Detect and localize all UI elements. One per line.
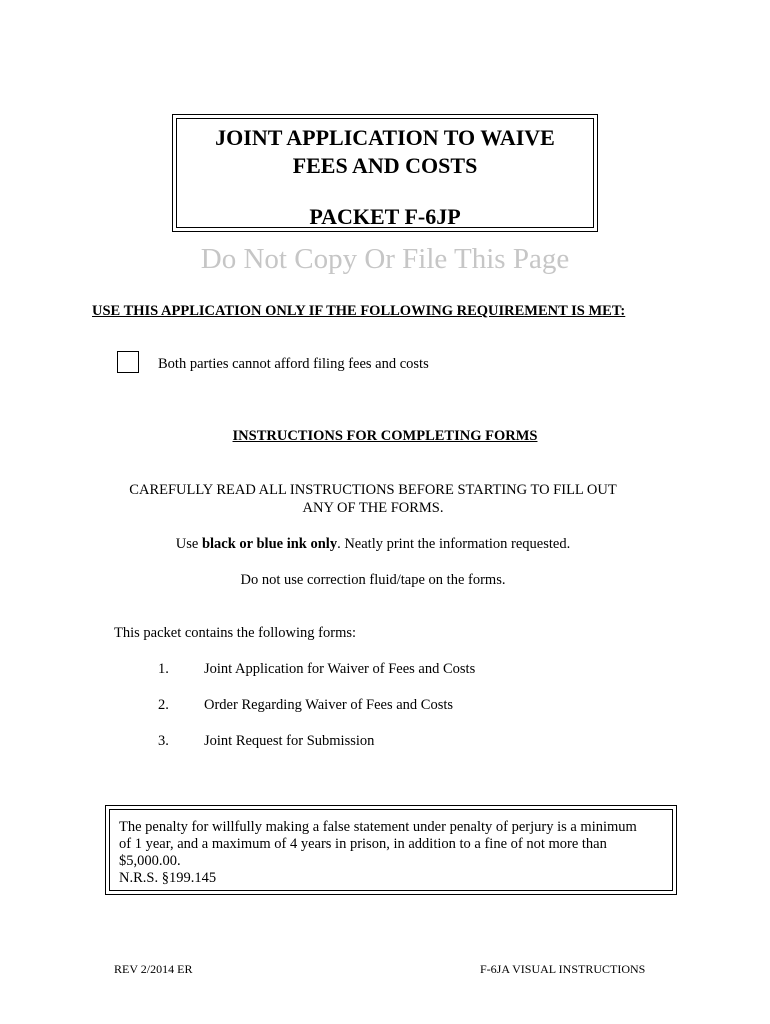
penalty-statute: N.R.S. §199.145	[119, 870, 217, 886]
packet-title: PACKET F-6JP	[309, 204, 461, 229]
correction-instruction: Do not use correction fluid/tape on the forms.	[240, 572, 506, 588]
form-item-2-number: 2.	[158, 697, 169, 713]
requirement-checkbox-label: Both parties cannot afford filing fees and costs	[158, 356, 429, 372]
form-item-3-number: 3.	[158, 733, 169, 749]
footer-form-id: F-6JA VISUAL INSTRUCTIONS	[480, 962, 646, 976]
instructions-heading	[0, 427, 770, 445]
forms-intro: This packet contains the following forms:	[114, 625, 357, 641]
ink-instruction-bold: black or blue ink only	[201, 536, 338, 552]
form-item-2-name: Order Regarding Waiver of Fees and Costs	[204, 697, 454, 713]
form-item-3-name: Joint Request for Submission	[204, 733, 375, 749]
penalty-notice-box	[105, 805, 677, 895]
penalty-line-2: of 1 year, and a maximum of 4 years in prison, in addition to a fine of not more than	[119, 836, 607, 852]
requirement-checkbox[interactable]	[117, 351, 139, 373]
instructions-heading-text: INSTRUCTIONS FOR COMPLETING FORMS	[232, 428, 538, 444]
penalty-line-1: The penalty for willfully making a false statement under penalty of perjury is a minimum	[119, 819, 637, 835]
title-line-2: FEES AND COSTS	[292, 153, 478, 178]
title-line-1: JOINT APPLICATION TO WAIVE	[215, 125, 555, 150]
read-instructions-line-2: ANY OF THE FORMS.	[302, 500, 444, 516]
ink-instruction-prefix: Use	[175, 536, 202, 552]
title-box	[172, 114, 598, 232]
form-item-1-name: Joint Application for Waiver of Fees and Costs	[204, 661, 476, 677]
requirement-heading: USE THIS APPLICATION ONLY IF THE FOLLOWING REQUIREMENT IS MET:	[92, 303, 626, 319]
penalty-line-3: $5,000.00.	[119, 853, 181, 869]
ink-instruction-suffix: . Neatly print the information requested.	[337, 536, 571, 552]
read-instructions-line-1: CAREFULLY READ ALL INSTRUCTIONS BEFORE STARTING TO FILL OUT	[129, 482, 617, 498]
ink-instruction	[0, 535, 746, 553]
form-item-1-number: 1.	[158, 661, 169, 677]
footer-revision: REV 2/2014 ER	[114, 962, 193, 976]
watermark-text: Do Not Copy Or File This Page	[200, 243, 570, 275]
